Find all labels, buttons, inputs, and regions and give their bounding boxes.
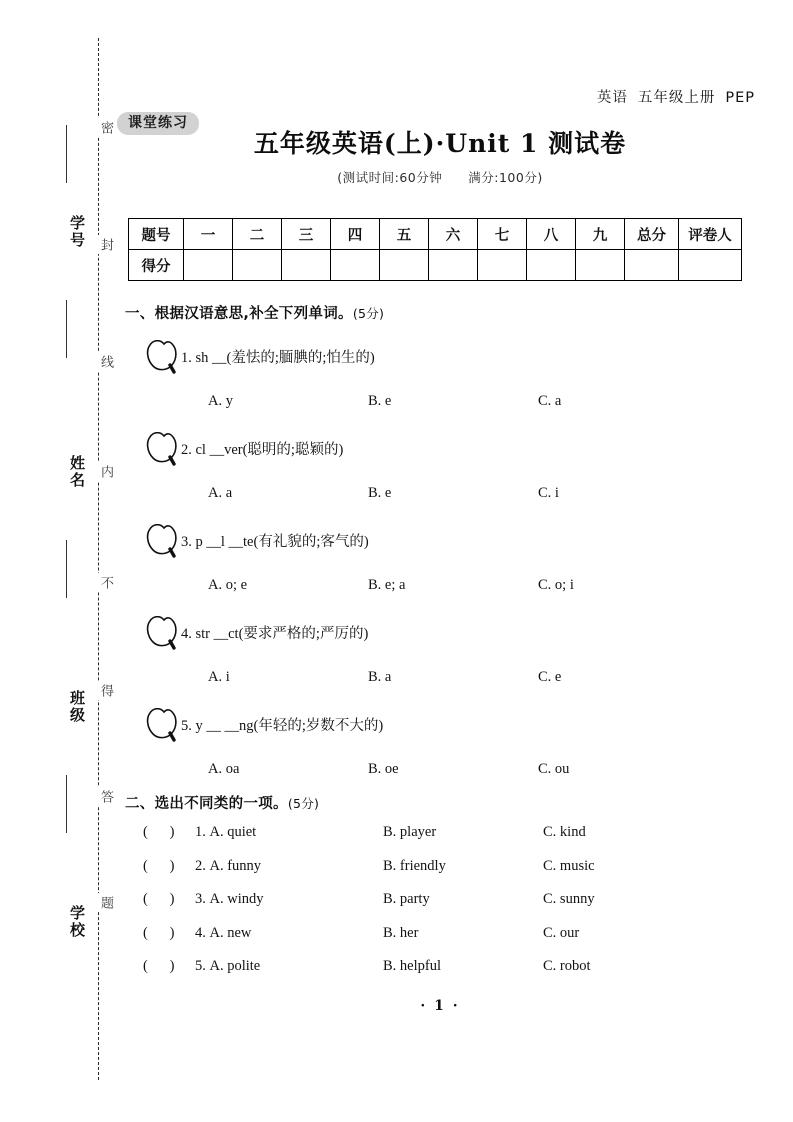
header-edition: PEP [725, 90, 755, 106]
question-5-stem: 5. y __ __ng(年轻的;岁数不大的) [181, 718, 384, 734]
question-2-option-a[interactable]: A. a [208, 485, 233, 501]
table-row-scores [129, 250, 742, 281]
apple-icon [143, 432, 185, 466]
question-4-option-b[interactable]: B. a [368, 669, 392, 685]
list-item [125, 824, 755, 857]
title-block [125, 128, 755, 186]
s2-item-5-option-b[interactable]: B. helpful [383, 958, 441, 974]
question-1-options [125, 393, 755, 419]
section-heading-1 [125, 302, 384, 323]
score-table-col-6: 六 [429, 219, 478, 250]
page-title: 五年级英语(上)·Unit 1 测试卷 [253, 129, 627, 158]
section-1-title: 一、根据汉语意思,补全下列单词。 [125, 306, 353, 322]
seal-char-7: 题 [86, 893, 112, 912]
sealing-margin [0, 0, 115, 1122]
score-table-col-total: 总分 [625, 219, 679, 250]
score-cell-total[interactable] [625, 250, 679, 281]
question-5-option-c[interactable]: C. ou [538, 761, 570, 777]
practice-badge: 课堂练习 [117, 112, 199, 135]
exam-total-score: 满分:100分) [468, 170, 543, 186]
field-label-name: 姓名 [68, 455, 86, 489]
seal-char-4: 不 [86, 573, 112, 592]
score-cell-4[interactable] [331, 250, 380, 281]
apple-icon [143, 616, 185, 650]
list-item [125, 891, 755, 924]
question-5 [125, 708, 755, 742]
s2-item-1-option-b[interactable]: B. player [383, 824, 437, 840]
answer-bracket-1[interactable]: ( ) [143, 824, 175, 840]
page-number: · 1 · [420, 998, 460, 1014]
section-2-points: (5分) [287, 796, 320, 811]
exam-meta [125, 168, 755, 186]
document-header [597, 86, 755, 107]
list-item [125, 858, 755, 891]
question-2-stem: 2. cl __ver(聪明的;聪颖的) [181, 442, 344, 458]
score-table-col-4: 四 [331, 219, 380, 250]
answer-bracket-2[interactable]: ( ) [143, 858, 175, 874]
score-table-col-3: 三 [282, 219, 331, 250]
s2-item-4-option-b[interactable]: B. her [383, 925, 419, 941]
score-cell-3[interactable] [282, 250, 331, 281]
seal-char-3: 内 [86, 462, 112, 481]
question-5-options [125, 761, 755, 787]
s2-item-4-option-a[interactable]: 4. A. new [195, 925, 252, 941]
apple-icon [143, 708, 185, 742]
header-grade: 五年级上册 [637, 90, 716, 106]
s2-item-1-option-c[interactable]: C. kind [543, 824, 586, 840]
s2-item-2-option-a[interactable]: 2. A. funny [195, 858, 262, 874]
seal-char-0: 密 [86, 118, 112, 137]
s2-item-3-option-a[interactable]: 3. A. windy [195, 891, 264, 907]
question-3-option-c[interactable]: C. o; i [538, 577, 574, 593]
page-content [125, 0, 755, 1122]
s2-item-3-option-c[interactable]: C. sunny [543, 891, 595, 907]
s2-item-3-option-b[interactable]: B. party [383, 891, 430, 907]
list-item [125, 925, 755, 958]
exam-duration: (测试时间:60分钟 [337, 170, 443, 186]
question-3 [125, 524, 755, 558]
score-table-col-2: 二 [233, 219, 282, 250]
section-1-points: (5分) [352, 306, 385, 321]
s2-item-5-option-a[interactable]: 5. A. polite [195, 958, 261, 974]
question-4-option-c[interactable]: C. e [538, 669, 562, 685]
question-3-options [125, 577, 755, 603]
question-1-option-c[interactable]: C. a [538, 393, 562, 409]
score-cell-1[interactable] [184, 250, 233, 281]
question-3-option-a[interactable]: A. o; e [208, 577, 248, 593]
answer-bracket-3[interactable]: ( ) [143, 891, 175, 907]
question-5-option-b[interactable]: B. oe [368, 761, 399, 777]
question-1-stem: 1. sh __(羞怯的;腼腆的;怕生的) [181, 350, 375, 366]
score-cell-7[interactable] [478, 250, 527, 281]
seal-char-5: 得 [86, 681, 112, 700]
score-table-row-label-1: 得分 [129, 250, 184, 281]
s2-item-4-option-c[interactable]: C. our [543, 925, 580, 941]
seal-dashed-line [98, 38, 99, 1080]
field-label-class: 班级 [68, 690, 86, 724]
seal-char-6: 答 [86, 787, 112, 806]
score-table-col-7: 七 [478, 219, 527, 250]
question-1-option-a[interactable]: A. y [208, 393, 233, 409]
score-table-row-label-0: 题号 [129, 219, 184, 250]
question-4 [125, 616, 755, 650]
section-2-title: 二、选出不同类的一项。 [125, 796, 288, 812]
seal-char-2: 线 [86, 352, 112, 371]
field-label-school: 学校 [68, 905, 86, 939]
seal-char-1: 封 [86, 235, 112, 254]
score-table [128, 218, 742, 281]
apple-icon [143, 340, 185, 374]
header-subject: 英语 [596, 90, 628, 106]
score-cell-6[interactable] [429, 250, 478, 281]
question-1 [125, 340, 755, 374]
score-table-col-1: 一 [184, 219, 233, 250]
score-cell-2[interactable] [233, 250, 282, 281]
question-4-stem: 4. str __ct(要求严格的;严厉的) [181, 626, 369, 642]
score-cell-8[interactable] [527, 250, 576, 281]
s2-item-5-option-c[interactable]: C. robot [543, 958, 591, 974]
apple-icon [143, 524, 185, 558]
score-table-col-grader: 评卷人 [679, 219, 742, 250]
score-table-col-9: 九 [576, 219, 625, 250]
section-heading-2 [125, 792, 319, 813]
answer-bracket-5[interactable]: ( ) [143, 958, 175, 974]
score-table-col-8: 八 [527, 219, 576, 250]
question-3-stem: 3. p __l __te(有礼貌的;客气的) [181, 534, 369, 550]
field-label-student-id: 学号 [68, 215, 86, 249]
question-5-option-a[interactable]: A. oa [208, 761, 240, 777]
score-cell-5[interactable] [380, 250, 429, 281]
score-cell-9[interactable] [576, 250, 625, 281]
question-1-option-b[interactable]: B. e [368, 393, 392, 409]
s2-item-2-option-c[interactable]: C. music [543, 858, 595, 874]
question-2-options [125, 485, 755, 511]
s2-item-1-option-a[interactable]: 1. A. quiet [195, 824, 257, 840]
answer-bracket-4[interactable]: ( ) [143, 925, 175, 941]
question-4-options [125, 669, 755, 695]
score-table-col-5: 五 [380, 219, 429, 250]
question-2-option-c[interactable]: C. i [538, 485, 559, 501]
question-4-option-a[interactable]: A. i [208, 669, 230, 685]
score-cell-grader[interactable] [679, 250, 742, 281]
s2-item-2-option-b[interactable]: B. friendly [383, 858, 446, 874]
table-row-header [129, 219, 742, 250]
question-3-option-b[interactable]: B. e; a [368, 577, 406, 593]
list-item [125, 958, 755, 991]
question-2-option-b[interactable]: B. e [368, 485, 392, 501]
question-2 [125, 432, 755, 466]
